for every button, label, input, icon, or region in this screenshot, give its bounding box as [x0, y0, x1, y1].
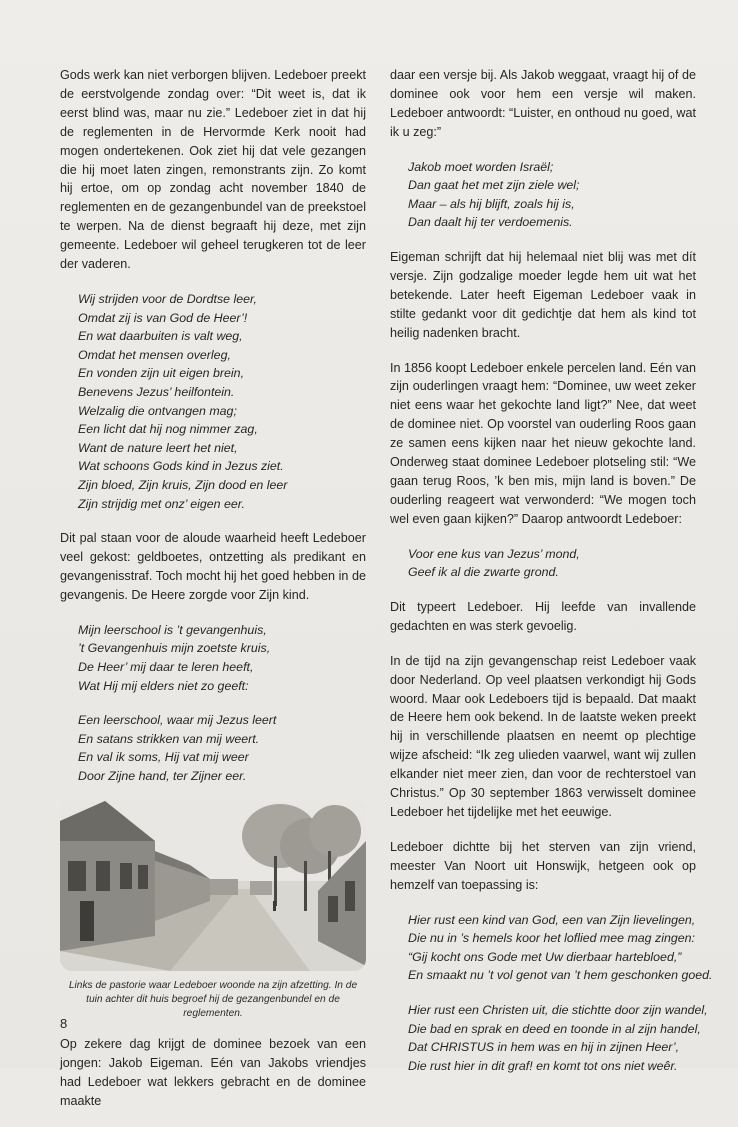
poem-line: Een leerschool, waar mij Jezus leert [78, 713, 277, 728]
poem-kus [408, 545, 696, 582]
poem-line: De Heer’ mij daar te leren heeft, [78, 659, 254, 674]
poem-line: Hier rust een kind van God, een van Zijn lievelingen, [408, 912, 696, 927]
poem-line: Want de nature leert het niet, [78, 440, 238, 455]
photo-caption: Links de pastorie waar Ledeboer woonde na zijn afzetting. In de tuin achter dit huis begroef hij de gezangenbundel en de reglementen. [68, 980, 358, 1020]
poem-line: Dan daalt hij ter verdoemenis. [408, 215, 573, 230]
poem-line: En val ik soms, Hij vat mij weer [78, 750, 249, 765]
poem-line: Mijn leerschool is ’t gevangenhuis, [78, 622, 267, 637]
poem-line: En wat daarbuiten is valt weg, [78, 329, 243, 344]
poem-stanza [408, 911, 713, 985]
paragraph: In 1856 koopt Ledeboer enkele percelen land. Eén van zijn ouderlingen vraagt hem: “Dominee, uw weet zeker niet eens waar het gekochte land ligt?” Nee, dat weet de dominee niet. Op voorstel van ouderling Roos gaan ze samen eens kijken naar het nieuw gekochte land. Onderweg staat dominee Ledeboer plotseling stil: “We gaan terug Roos, ’k ben mis, mijn land is boven.” De ouderling reageert wat verwonderd: “We mogen toch wel even gaan kijken?” Daarop antwoordt Ledeboer: [390, 360, 696, 526]
right-column [390, 66, 713, 1091]
paragraph: daar een versje bij. Als Jakob weggaat, vraagt hij of de dominee ook voor hem een versje wil maken. Ledeboer antwoordt: “Luister, en onthoud nu goed, wat ik u zeg:” [390, 68, 696, 139]
paragraph: Eigeman schrijft dat hij helemaal niet blij was met dít versje. Zijn godzalige moeder legde hem uit wat het betekende. Later heeft Eigeman Ledeboer vaak in stilte gedankt voor dit gedichtje dat hem als kind tot heilig nadenken bracht. [390, 250, 696, 340]
paragraph: Ledeboer dichtte bij het sterven van zijn vriend, meester Van Noort uit Honswijk, hetgeen ook op hemzelf van toepassing is: [390, 839, 696, 892]
paragraph: Dit typeert Ledeboer. Hij leefde van invallende gedachten en was sterk gevoelig. [390, 599, 696, 633]
street-photo [60, 801, 366, 971]
poem-stanza [78, 711, 366, 785]
poem-line: Benevens Jezus’ heilfontein. [78, 384, 235, 399]
poem-grafschrift [408, 911, 713, 1076]
poem-line: Een licht dat hij nog nimmer zag, [78, 422, 258, 437]
poem-dordtse-leer [78, 290, 366, 513]
poem-line: Dat CHRISTUS in hem was en hij in zijnen Heer’, [408, 1040, 680, 1055]
paragraph: Dit pal staan voor de aloude waarheid heeft Ledeboer veel gekost: geldboetes, ontzetting als predikant en gevangenisstraf. Toch mocht hij het goed hebben in de gevangenis. De Heere zorgde voor Zijn kind. [60, 531, 366, 602]
poem-line: Hier rust een Christen uit, die stichtte door zijn wandel, [408, 1002, 708, 1017]
poem-line: ’t Gevangenhuis mijn zoetste kruis, [78, 641, 271, 656]
poem-line: “Gij kocht ons Gode met Uw dierbaar hartebloed,” [408, 949, 682, 964]
poem-line: Wat Hij mij elders niet zo geeft: [78, 678, 249, 693]
poem-line: Welzalig die ontvangen mag; [78, 403, 237, 418]
poem-line: Wat schoons Gods kind in Jezus ziet. [78, 459, 284, 474]
street-illustration [60, 801, 366, 971]
poem-line: Door Zijne hand, ter Zijner eer. [78, 768, 247, 783]
paragraph: In de tijd na zijn gevangenschap reist Ledeboer vaak door Nederland. Op veel plaatsen verkondigt hij Gods woord. Maar ook Ledeboers tijd is bepaald. Dat maakt de Heere hem ook bekend. In de laatste weken preekt hij in verschillende plaatsen en neemt op plechtige wijze afscheid: “Ik zeg ulieden vaarwel, want wij zullen elkander niet meer zien, dan voor de rechterstoel van Christus.” Op 30 september 1863 verwisselt dominee Ledeboer het tijdelijke met het eeuwige. [390, 653, 696, 819]
poem-jakob [408, 158, 696, 232]
poem-line: Zijn bloed, Zijn kruis, Zijn dood en leer [78, 477, 288, 492]
poem-line: Wij strijden voor de Dordtse leer, [78, 291, 257, 306]
poem-line: Geef ik al die zwarte grond. [408, 565, 559, 580]
poem-line: Die nu in ’s hemels koor het loflied mee mag zingen: [408, 931, 695, 946]
poem-stanza [78, 621, 366, 695]
poem-line: En smaakt nu ’t vol genot van ’t hem geschonken goed. [408, 968, 713, 983]
poem-line: Zijn strijdig met onz’ eigen eer. [78, 496, 245, 511]
poem-line: Jakob moet worden Israël; [408, 159, 554, 174]
poem-line: Voor ene kus van Jezus’ mond, [408, 546, 580, 561]
poem-line: En satans strikken van mij weert. [78, 731, 260, 746]
poem-line: Omdat het mensen overleg, [78, 347, 231, 362]
paragraph: Gods werk kan niet verborgen blijven. Ledeboer preekt de eerstvolgende zondag over: “Dit weet is, dat ik eerst blind was, maar nu zie.” Ledeboer ziet in dat hij de reglementen in de Hervormde Kerk nooit had mogen ondertekenen. Ook ziet hij dat vele gezangen die hij moet laten zingen, remonstrants zijn. Zo komt hij ertoe, om op zondag acht november 1840 de reglementen en de gezangenbundel van de preekstoel te werpen. Na de dienst begraaft hij deze, met zijn gemeente. Ledeboer wil geheel terugkeren tot de leer der vaderen. [60, 68, 366, 272]
page-number: 8 [60, 1016, 68, 1031]
poem-leerschool [78, 621, 366, 786]
poem-line: Die rust hier in dit graf! en komt tot ons niet weêr. [408, 1058, 678, 1073]
poem-line: En vonden zijn uit eigen brein, [78, 366, 245, 381]
poem-line: Die bad en sprak en deed en toonde in al zijn handel, [408, 1021, 701, 1036]
poem-line: Omdat zij is van God de Heer’! [78, 310, 248, 325]
left-column [60, 66, 366, 1127]
poem-line: Maar – als hij blijft, zoals hij is, [408, 196, 575, 211]
poem-line: Dan gaat het met zijn ziele wel; [408, 178, 580, 193]
poem-stanza [408, 1001, 708, 1075]
paragraph: Op zekere dag krijgt de dominee bezoek van een jongen: Jakob Eigeman. Eén van Jakobs vriendjes had Ledeboer wat lekkers gebracht en de dominee maakte [60, 1037, 366, 1109]
